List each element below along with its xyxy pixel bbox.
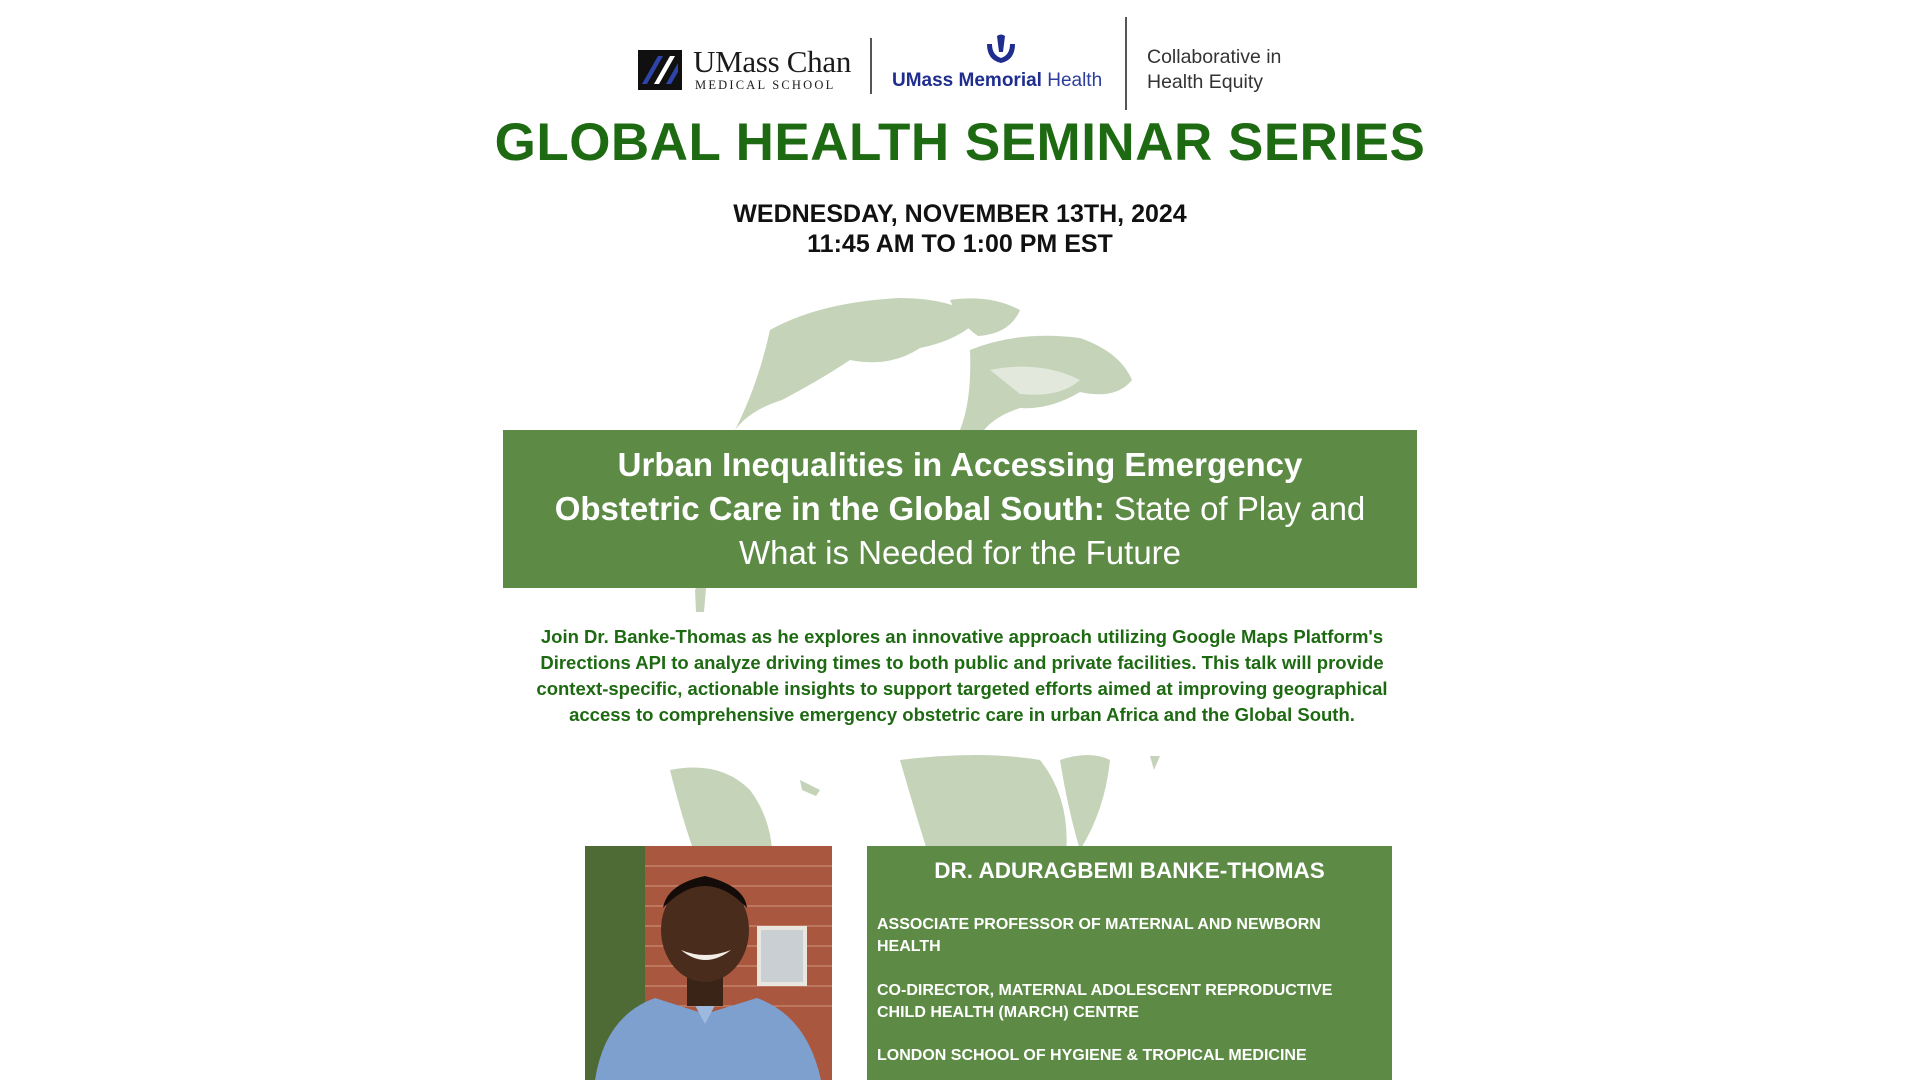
umass-chan-mark-icon (638, 50, 682, 90)
speaker-portrait-image (585, 846, 832, 1080)
collaborative-health-equity-logo (1147, 45, 1281, 95)
umass-memorial-name-bold: UMass Memorial (892, 70, 1042, 91)
talk-title-part-1: Urban Inequalities in Accessing Emergency (617, 446, 1303, 483)
speaker-credential-centre: CO-DIRECTOR, MATERNAL ADOLESCENT REPRODUCTIVE CHILD HEALTH (MARCH) CENTRE (877, 982, 1333, 1021)
speaker-photo (585, 846, 832, 1080)
logo-divider (870, 38, 872, 94)
speaker-name: DR. ADURAGBEMI BANKE-THOMAS (934, 858, 1325, 883)
umass-memorial-name (892, 70, 1102, 92)
series-title: GLOBAL HEALTH SEMINAR SERIES (494, 113, 1426, 172)
talk-title-banner (503, 430, 1417, 588)
collaborative-line-1: Collaborative in (1147, 46, 1282, 68)
umass-chan-logo (638, 44, 854, 94)
talk-subtitle-part-1: State of Play and (1104, 490, 1366, 527)
event-time: 11:45 AM TO 1:00 PM EST (807, 230, 1113, 258)
event-date: WEDNESDAY, NOVEMBER 13TH, 2024 (733, 200, 1187, 228)
speaker-card (867, 846, 1392, 1080)
umass-memorial-name-regular: Health (1041, 70, 1103, 91)
umass-memorial-logo (888, 34, 1118, 96)
umass-chan-subtitle: MEDICAL SCHOOL (695, 78, 836, 92)
talk-subtitle-part-2: What is Needed for the Future (738, 534, 1182, 571)
globe-illustration (520, 290, 1400, 890)
umass-chan-name: UMass Chan (693, 44, 852, 79)
speaker-credential-position: ASSOCIATE PROFESSOR OF MATERNAL AND NEWBORN HEALTH (877, 916, 1321, 955)
talk-description: Join Dr. Banke-Thomas as he explores an innovative approach utilizing Google Maps Platform's Directions API to analyze driving times to both public and private facilities. This talk will provide context-specific, actionable insights to support targeted efforts aimed at improving geographical access to comprehensive emergency obstetric care in urban Africa and the Global South. (536, 626, 1388, 725)
umass-memorial-heart-icon (984, 34, 1018, 64)
talk-title-part-2: Obstetric Care in the Global South: (554, 490, 1105, 527)
collaborative-line-2: Health Equity (1147, 71, 1263, 93)
event-datetime (0, 199, 1920, 259)
logo-divider (1125, 17, 1127, 110)
speaker-credential-institution: LONDON SCHOOL OF HYGIENE & TROPICAL MEDICINE (877, 1047, 1307, 1064)
